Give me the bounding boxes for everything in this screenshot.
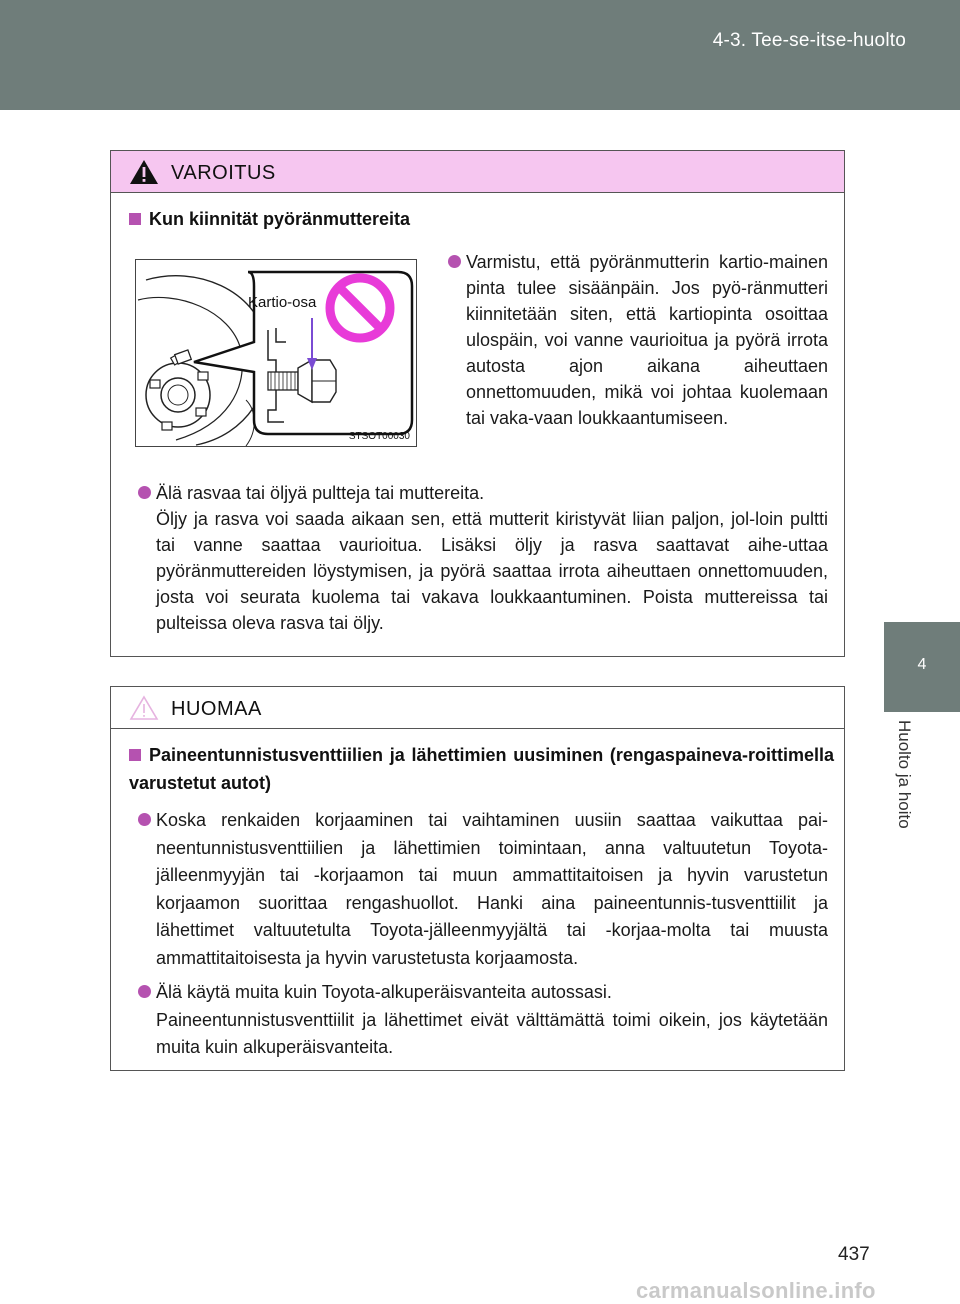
warning-bullet-2-first: Älä rasvaa tai öljyä pultteja tai muttereita. [156, 483, 485, 503]
warning-title: VAROITUS [171, 162, 276, 184]
wheel-nut-figure [135, 259, 417, 447]
warning-bullet-1-text: Varmistu, että pyöränmutterin kartio-mainen pinta tulee sisäänpäin. Jos pyö-ränmutteri kiinnitetään siten, että kartiopinta osoittaa ulospäin, voi vanne vaurioitua ja pyörä irrota autosta ajon aikana aiheuttaen onnettomuuden, mikä voi johtaa kuolemaan tai vaka-vaan loukkaantumiseen. [466, 252, 828, 428]
figure-code: STSOT00030 [348, 431, 410, 442]
chapter-tab [884, 622, 960, 712]
header-section-title: 4-3. Tee-se-itse-huolto [712, 30, 906, 51]
chapter-label-text: Huolto ja hoito [895, 720, 914, 829]
caution-triangle-icon [129, 695, 159, 721]
notice-bullet-2-first: Älä käytä muita kuin Toyota-alkuperäisvanteita autossasi. [156, 982, 612, 1002]
round-bullet-icon [138, 813, 151, 826]
round-bullet-icon [138, 985, 151, 998]
notice-header [111, 687, 844, 729]
warning-box [110, 150, 845, 657]
notice-title: HUOMAA [171, 698, 262, 720]
notice-bullet-2 [156, 979, 828, 1062]
page-number: 437 [838, 1244, 870, 1265]
square-bullet-icon [129, 213, 141, 225]
round-bullet-icon [138, 486, 151, 499]
notice-section-title [129, 741, 834, 797]
wheel-hub-illustration [136, 260, 418, 448]
notice-bullet-1 [156, 807, 828, 972]
warning-section-title [129, 205, 410, 234]
warning-bullet-2 [156, 480, 828, 636]
header-band [0, 0, 960, 110]
warning-header [111, 151, 844, 193]
warning-section-title-text: Kun kiinnität pyöränmuttereita [149, 209, 411, 229]
square-bullet-icon [129, 749, 141, 761]
warning-bullet-1 [466, 249, 828, 431]
warning-triangle-icon [129, 159, 159, 185]
warning-bullet-2-rest: Öljy ja rasva voi saada aikaan sen, että mutterit kiristyvät liian paljon, jol-loin pultti tai vanne saattaa vaurioitua. Lisäksi öljy ja rasva saattavat aihe-uttaa pyöränmuttereiden löystymisen, ja pyörä saattaa irrota aiheuttaen onnettomuuden, josta voi seurata kuolema tai vakava loukkaantuminen. Poista muttereissa tai pulteissa oleva rasva tai öljy. [156, 509, 828, 633]
round-bullet-icon [448, 255, 461, 268]
notice-box [110, 686, 845, 1071]
notice-section-title-text: Paineentunnistusventtiilien ja lähettimien uusiminen (rengaspaineva-roittimella varustetut autot) [129, 745, 834, 793]
chapter-number: 4 [917, 656, 927, 673]
footer-watermark: carmanualsonline.info [636, 1278, 876, 1303]
notice-bullet-1-text: Koska renkaiden korjaaminen tai vaihtaminen uusiin saattaa vaikuttaa pai-neentunnistusventtiilien ja lähettimien toimintaan, anna valtuutetun Toyota-jälleenmyyjän tai -korjaamon tai muun ammattitaitoisen ja hyvin varustetun korjaamon suorittaa rengashuollot. Hanki aina paineentunnis-tusventtiilit ja lähettimet valtuutetulta Toyota-jälleenmyyjältä tai -korjaa-molta tai muusta ammattitaitoisesta ja hyvin varustetusta korjaamosta. [156, 810, 828, 968]
figure-callout-label: Kartio-osa [248, 294, 317, 311]
notice-bullet-2-rest: Paineentunnistusventtiilit ja lähettimet eivät välttämättä toimi oikein, jos käytetään muita kuin alkuperäisvanteita. [156, 1009, 828, 1057]
chapter-label [890, 720, 930, 890]
